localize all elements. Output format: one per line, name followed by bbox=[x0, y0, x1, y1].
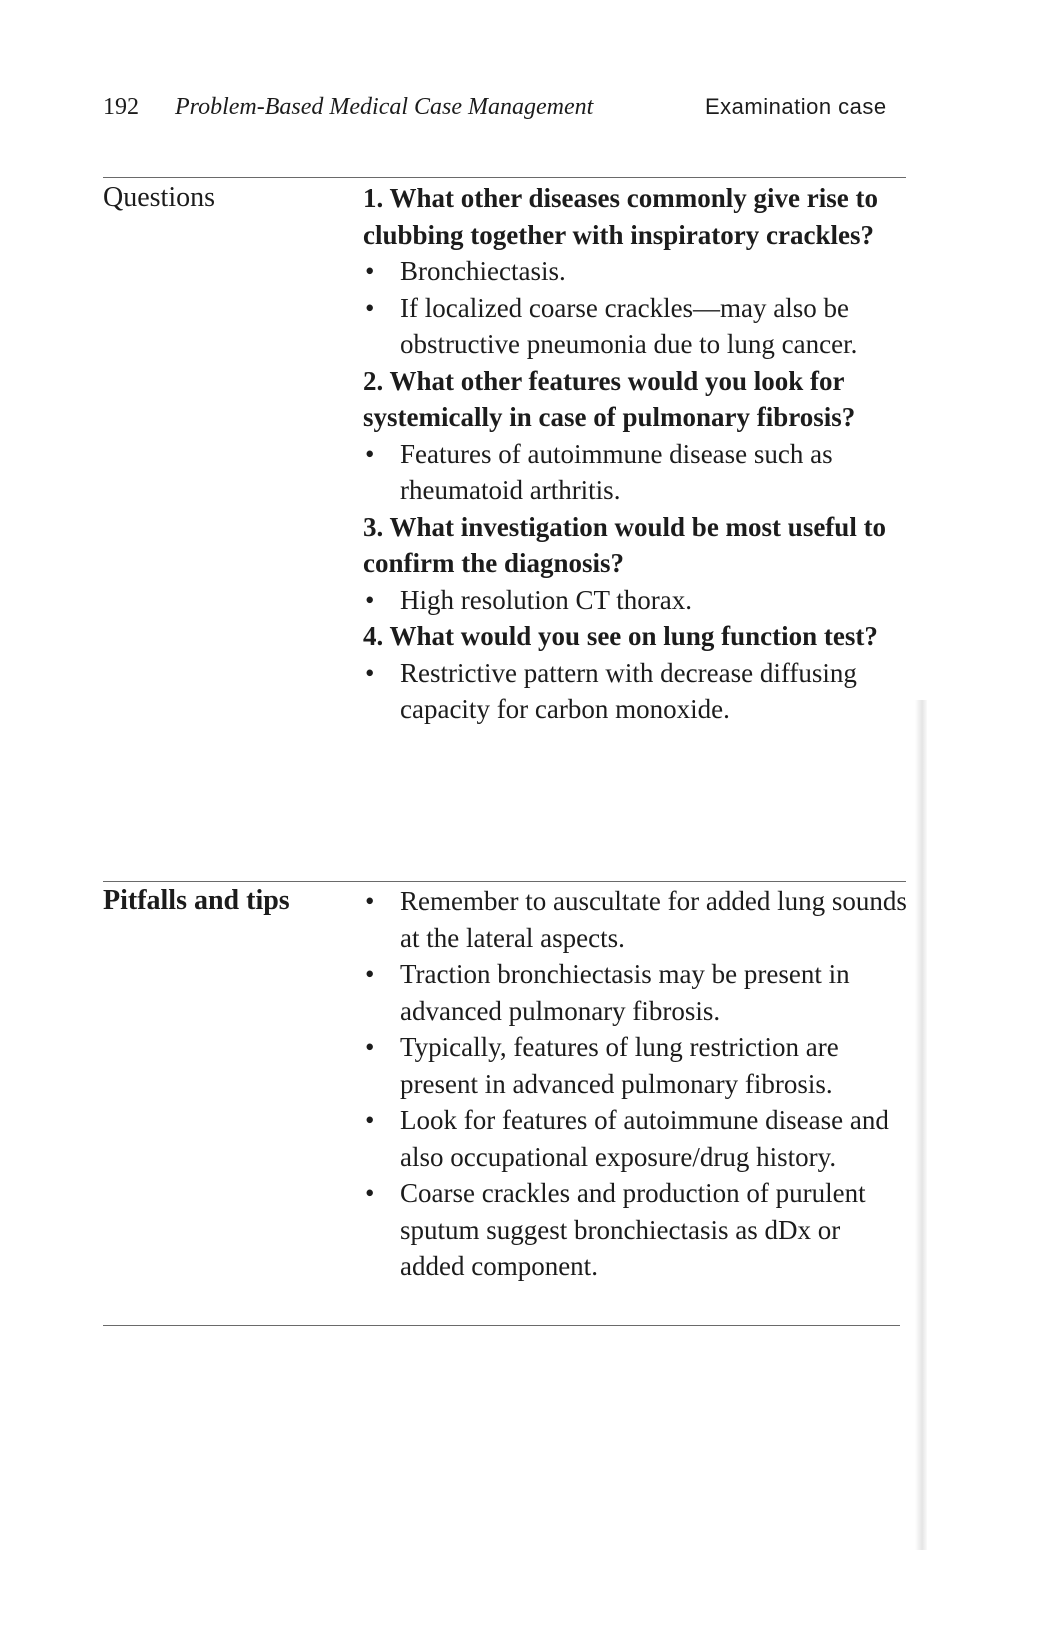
answer-list-4 bbox=[363, 655, 908, 728]
pitfalls-heading: Pitfalls and tips bbox=[103, 885, 290, 916]
tip-item: • Coarse crackles and production of purulent sputum suggest bronchiectasis as dDx or added component. bbox=[363, 1175, 908, 1285]
answer-list-1 bbox=[363, 253, 908, 363]
book-title: Problem-Based Medical Case Management bbox=[175, 94, 594, 120]
scan-edge-shadow bbox=[915, 700, 927, 1550]
answer-item: • Bronchiectasis. bbox=[363, 253, 908, 290]
questions-heading: Questions bbox=[103, 182, 215, 213]
question-4: 4. What would you see on lung function test? bbox=[363, 621, 878, 651]
question-3: 3. What investigation would be most useful to confirm the diagnosis? bbox=[363, 511, 887, 578]
bottom-divider bbox=[103, 1325, 900, 1326]
running-header bbox=[103, 86, 903, 126]
middle-divider bbox=[103, 881, 906, 882]
question-2: 2. What other features would you look for systemically in case of pulmonary fibrosis? bbox=[363, 365, 856, 432]
answer-item: • If localized coarse crackles—may also be obstructive pneumonia due to lung cancer. bbox=[363, 290, 908, 363]
answer-list-2 bbox=[363, 436, 908, 509]
answer-item: • Restrictive pattern with decrease diffusing capacity for carbon monoxide. bbox=[363, 655, 908, 728]
answer-item: • Features of autoimmune disease such as rheumatoid arthritis. bbox=[363, 436, 908, 509]
answer-list-3 bbox=[363, 582, 908, 619]
tip-item: • Remember to auscultate for added lung sounds at the lateral aspects. bbox=[363, 883, 908, 956]
questions-content bbox=[363, 180, 908, 728]
tip-item: • Look for features of autoimmune disease and also occupational exposure/drug history. bbox=[363, 1102, 908, 1175]
answer-item: • High resolution CT thorax. bbox=[363, 582, 908, 619]
tip-item: • Typically, features of lung restriction are present in advanced pulmonary fibrosis. bbox=[363, 1029, 908, 1102]
top-divider bbox=[103, 177, 906, 178]
page-number: 192 bbox=[103, 94, 139, 120]
section-label: Examination case bbox=[705, 94, 887, 119]
pitfalls-content bbox=[363, 883, 908, 1285]
question-1: 1. What other diseases commonly give rise to clubbing together with inspiratory crackles? bbox=[363, 183, 878, 250]
pitfalls-list bbox=[363, 883, 908, 1285]
tip-item: • Traction bronchiectasis may be present in advanced pulmonary fibrosis. bbox=[363, 956, 908, 1029]
